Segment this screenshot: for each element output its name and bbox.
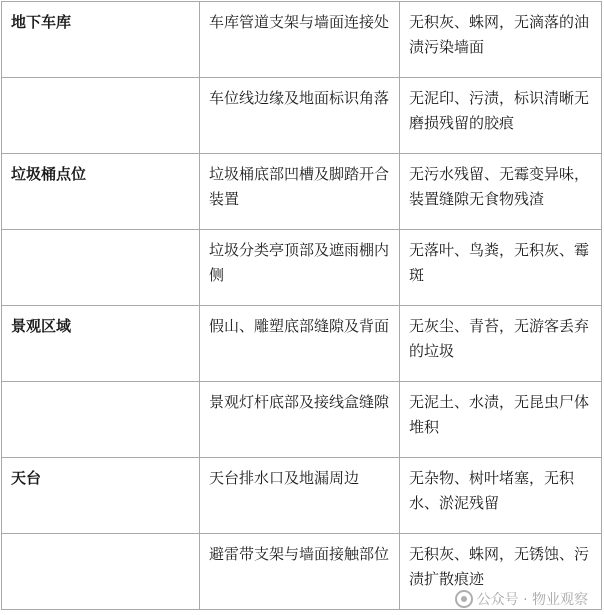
area-cell xyxy=(2,2,200,78)
table-row xyxy=(2,2,602,78)
location-cell: 避雷带支架与墙面接触部位 xyxy=(200,534,400,610)
location-cell: 垃圾桶底部凹槽及脚踏开合装置 xyxy=(200,154,400,230)
location-cell: 车位线边缘及地面标识角落 xyxy=(200,78,400,154)
location-cell: 天台排水口及地漏周边 xyxy=(200,458,400,534)
area-cell xyxy=(2,306,200,382)
area-name: 天台 xyxy=(11,469,42,487)
table-row xyxy=(2,78,602,154)
area-cell xyxy=(2,230,200,306)
area-cell xyxy=(2,382,200,458)
standard-cell: 无泥印、污渍，标识清晰无磨损残留的胶痕 xyxy=(400,78,602,154)
table-row xyxy=(2,458,602,534)
area-cell xyxy=(2,78,200,154)
location-cell: 假山、雕塑底部缝隙及背面 xyxy=(200,306,400,382)
cleaning-standard-table xyxy=(1,1,602,610)
area-name: 地下车库 xyxy=(11,13,72,31)
standard-cell: 无泥土、水渍，无昆虫尸体堆积 xyxy=(400,382,602,458)
location-cell: 垃圾分类亭顶部及遮雨棚内侧 xyxy=(200,230,400,306)
area-cell xyxy=(2,458,200,534)
location-cell: 景观灯杆底部及接线盒缝隙 xyxy=(200,382,400,458)
area-name: 景观区域 xyxy=(11,317,72,335)
location-cell: 车库管道支架与墙面连接处 xyxy=(200,2,400,78)
standard-cell: 无积灰、蛛网，无滴落的油渍污染墙面 xyxy=(400,2,602,78)
table-row xyxy=(2,382,602,458)
wechat-logo-icon xyxy=(455,590,473,608)
standard-cell: 无污水残留、无霉变异味，装置缝隙无食物残渣 xyxy=(400,154,602,230)
watermark xyxy=(455,589,588,609)
table-row xyxy=(2,154,602,230)
area-cell xyxy=(2,534,200,610)
standard-cell: 无落叶、鸟粪，无积灰、霉斑 xyxy=(400,230,602,306)
standard-cell: 无杂物、树叶堵塞，无积水、淤泥残留 xyxy=(400,458,602,534)
standard-cell: 无灰尘、青苔，无游客丢弃的垃圾 xyxy=(400,306,602,382)
area-cell xyxy=(2,154,200,230)
table-row xyxy=(2,306,602,382)
watermark-text: 公众号 · 物业观察 xyxy=(476,592,588,608)
area-name: 垃圾桶点位 xyxy=(11,165,87,183)
standard-cell: 无积灰、蛛网，无锈蚀、污渍扩散痕迹 xyxy=(400,534,602,610)
table-row xyxy=(2,230,602,306)
